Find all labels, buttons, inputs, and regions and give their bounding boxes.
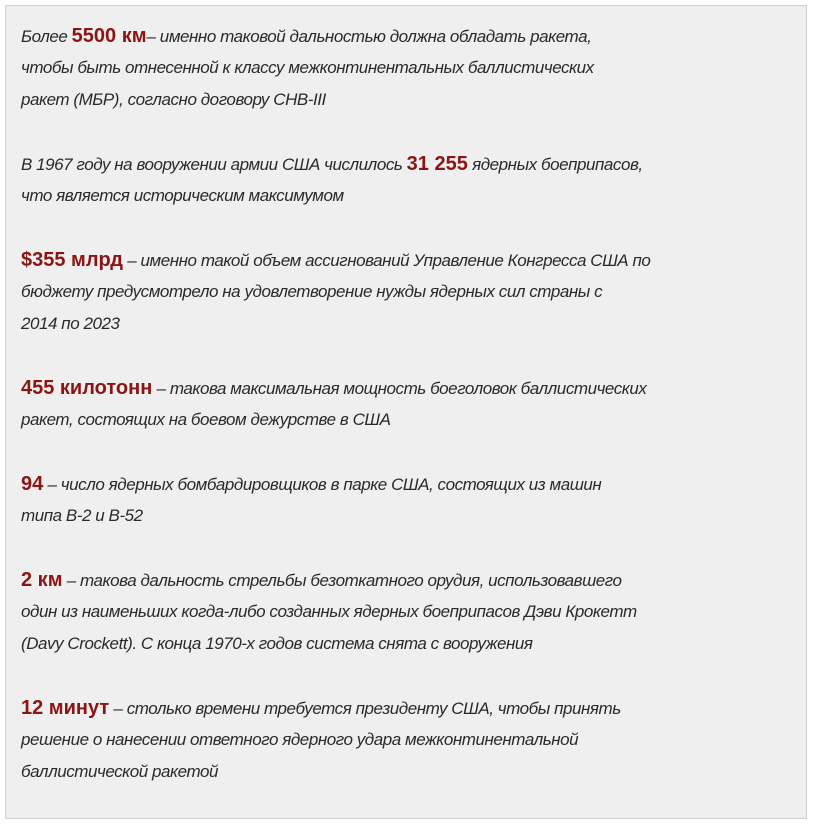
fact-item (21, 244, 796, 340)
fact-item (21, 148, 796, 212)
fact-line (21, 20, 796, 52)
fact-text: чтобы быть отнесенной к классу межконтинентальных баллистических (21, 58, 594, 77)
fact-item (21, 372, 796, 436)
fact-text: баллистической ракетой (21, 762, 218, 781)
fact-line (21, 468, 796, 500)
fact-line (21, 404, 796, 436)
fact-text: бюджету предусмотрело на удовлетворение нужды ядерных сил страны с (21, 282, 603, 301)
fact-highlight-number: 31 255 (406, 153, 468, 175)
fact-text: – столько времени требуется президенту США, чтобы принять (109, 699, 621, 718)
fact-text: (Davy Crockett). С конца 1970-х годов система снята с вооружения (21, 634, 533, 653)
fact-text: – такова максимальная мощность боеголовок баллистических (152, 379, 647, 398)
fact-text: типа B-2 и B-52 (21, 506, 143, 525)
fact-line (21, 84, 796, 116)
facts-box (5, 5, 807, 819)
fact-text: – число ядерных бомбардировщиков в парке США, состоящих из машин (43, 475, 602, 494)
fact-item (21, 692, 796, 788)
fact-text: ядерных боеприпасов, (467, 155, 643, 174)
fact-highlight-number: $355 млрд (21, 249, 123, 271)
fact-prefix: Более (21, 27, 72, 46)
fact-line (21, 724, 796, 756)
facts-list (21, 20, 796, 820)
fact-text: – именно таковой дальностью должна обладать ракета, (146, 27, 592, 46)
fact-highlight-number: 12 минут (21, 697, 110, 719)
fact-line (21, 692, 796, 724)
fact-line (21, 52, 796, 84)
fact-item (21, 20, 796, 116)
fact-text: 2014 по 2023 (21, 314, 120, 333)
fact-text: ракет, состоящих на боевом дежурстве в США (21, 410, 391, 429)
fact-line (21, 148, 796, 180)
fact-highlight-number: 455 килотонн (21, 377, 153, 399)
fact-text: решение о нанесении ответного ядерного удара межконтинентальной (21, 730, 579, 749)
fact-line (21, 308, 796, 340)
fact-line (21, 596, 796, 628)
fact-item (21, 468, 796, 532)
fact-line (21, 756, 796, 788)
fact-line (21, 244, 796, 276)
fact-line (21, 276, 796, 308)
fact-highlight-number: 5500 км (71, 25, 147, 47)
fact-text: что является историческим максимумом (21, 186, 344, 205)
fact-line (21, 564, 796, 596)
fact-line (21, 500, 796, 532)
fact-line (21, 372, 796, 404)
fact-text: один из наименьших когда-либо созданных ядерных боеприпасов Дэви Крокетт (21, 602, 637, 621)
fact-line (21, 628, 796, 660)
fact-text: ракет (МБР), согласно договору СНВ-III (21, 90, 326, 109)
fact-text: – такова дальность стрельбы безоткатного орудия, использовавшего (62, 571, 622, 590)
fact-highlight-number: 94 (21, 473, 44, 495)
fact-line (21, 180, 796, 212)
fact-item (21, 564, 796, 660)
fact-text: – именно такой объем ассигнований Управление Конгресса США по (122, 251, 651, 270)
fact-prefix: В 1967 году на вооружении армии США числилось (21, 155, 407, 174)
fact-highlight-number: 2 км (21, 569, 63, 591)
